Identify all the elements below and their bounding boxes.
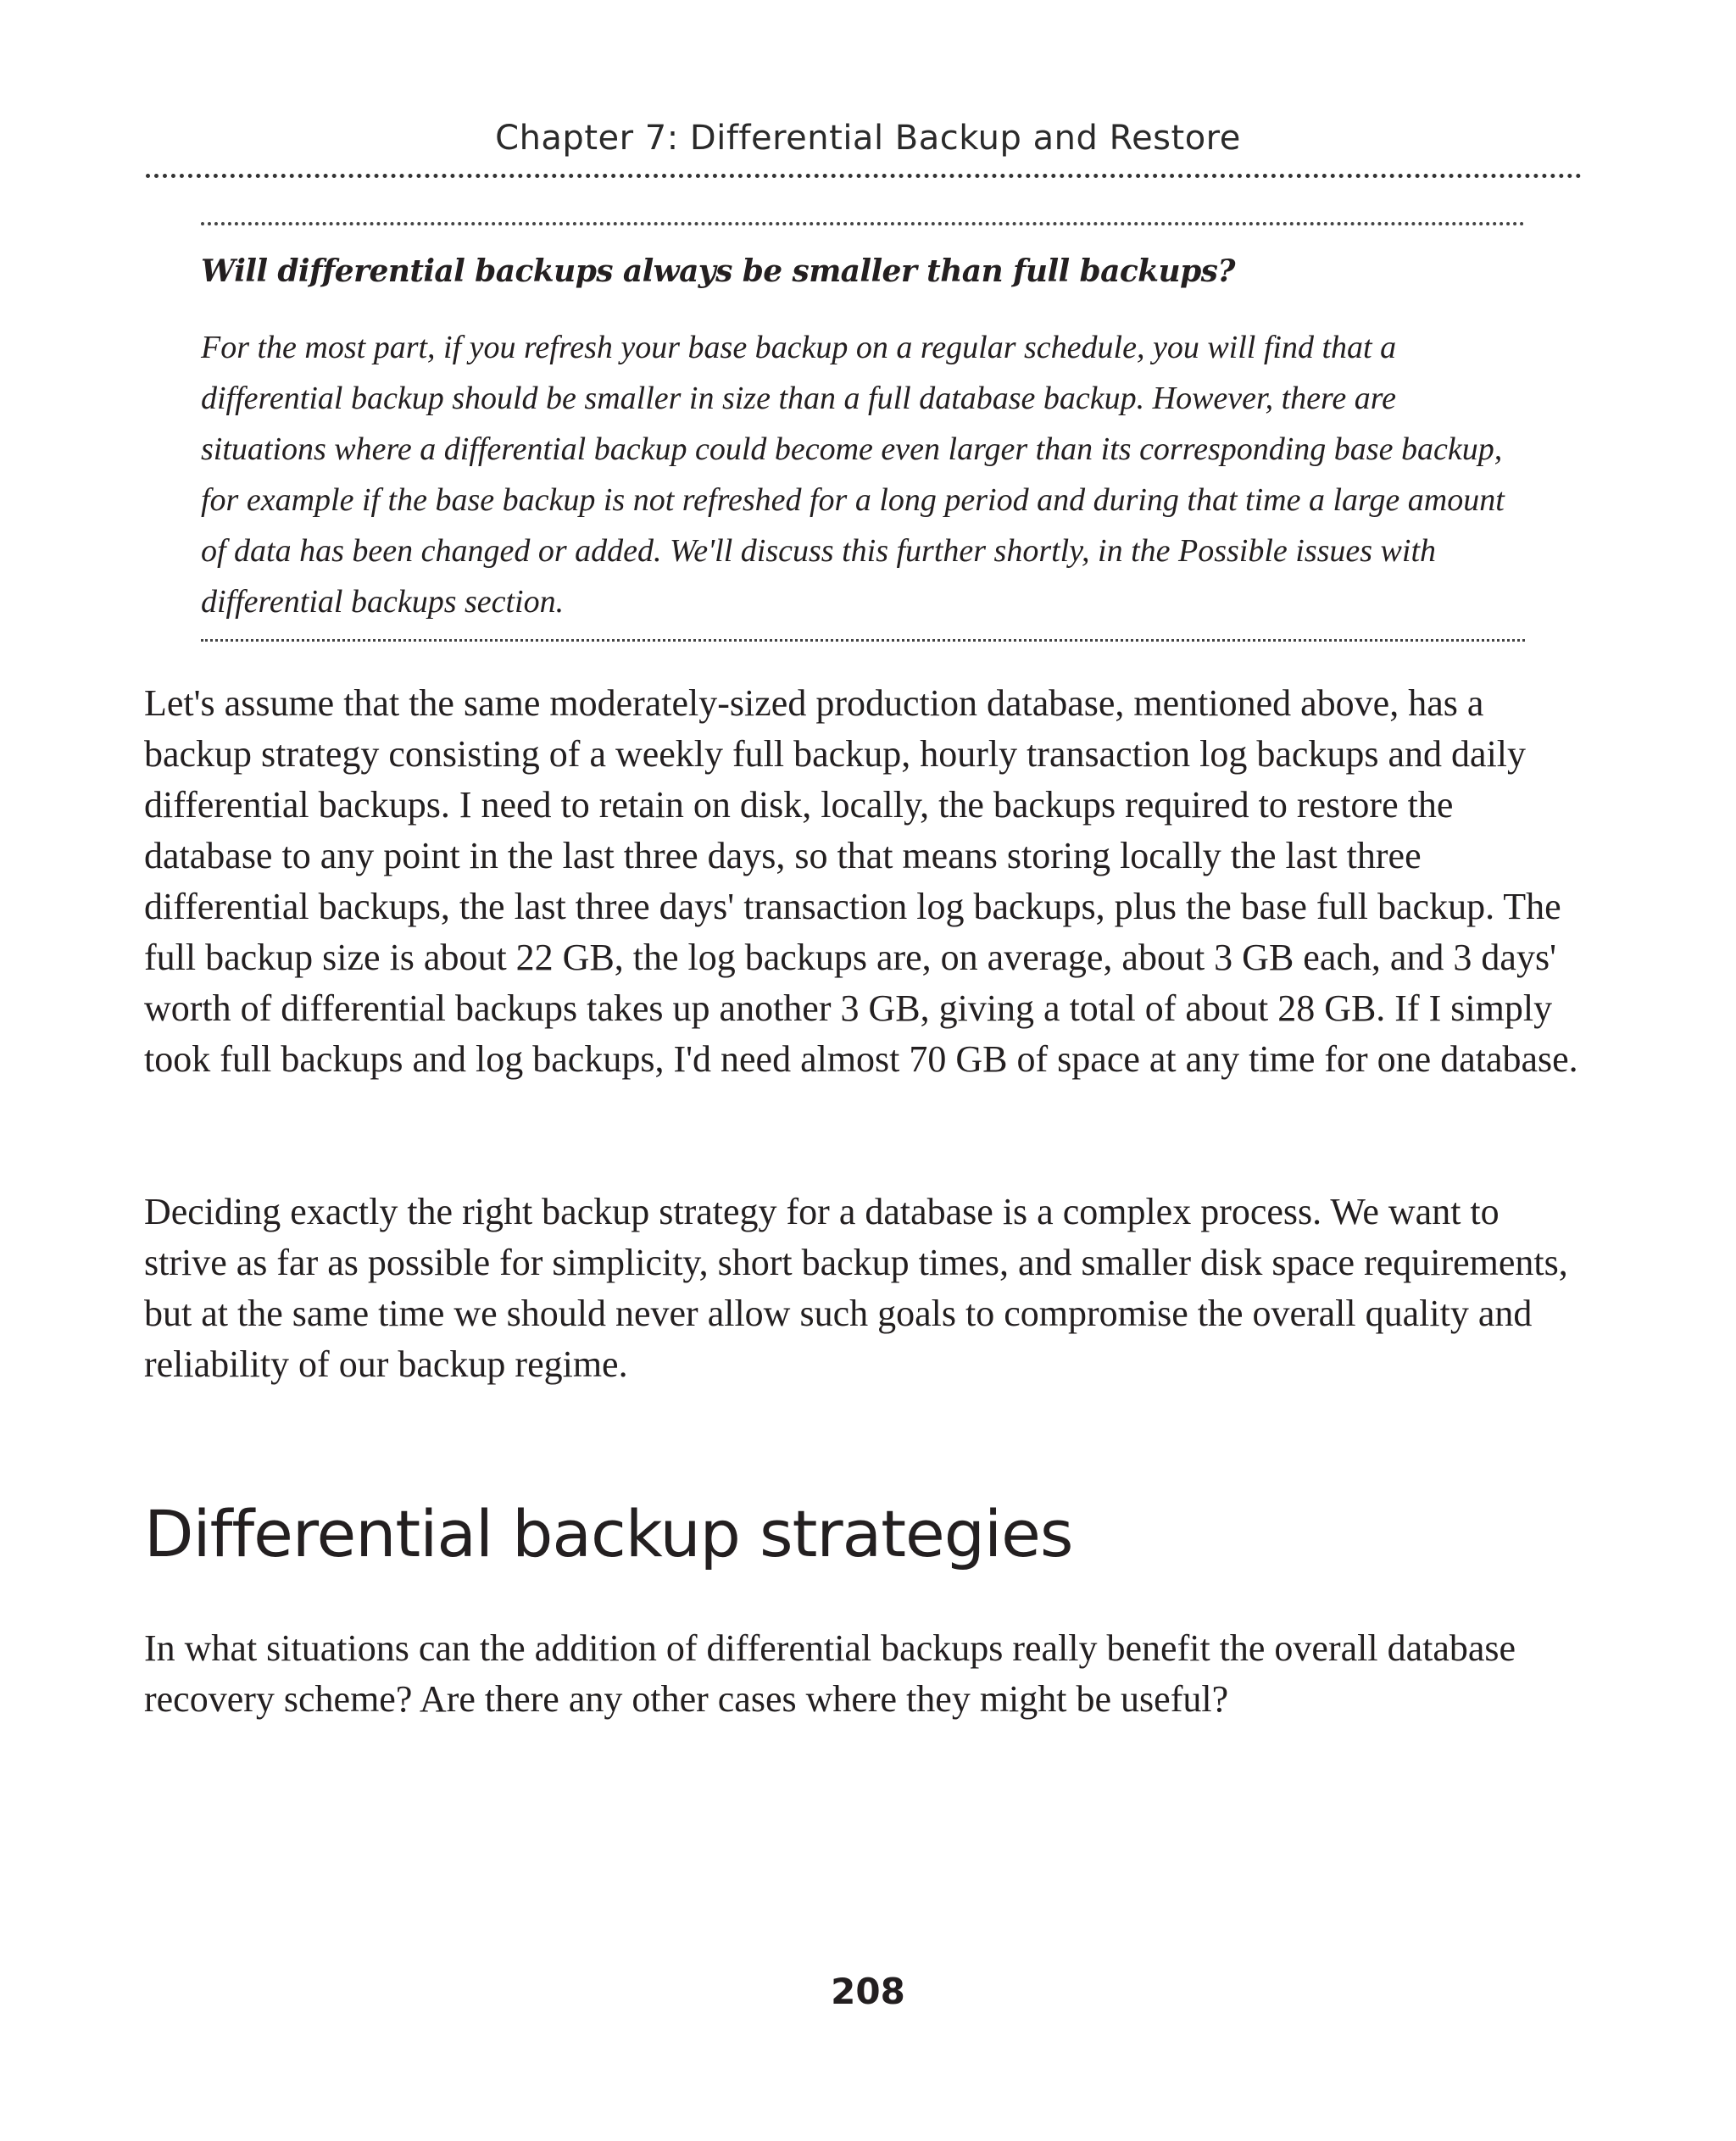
- header-dotted-rule: [146, 174, 1582, 178]
- body-paragraph: Let's assume that the same moderately-sized production database, mentioned above, has a backup strategy consisting of a weekly full backup, hourly transaction log backups and daily differential backups. I need to retain on disk, locally, the backups required to restore the database to any point in the last three days, so that means storing locally the last three differential backups, the last three days' transaction log backups, plus the base full backup. The full backup size is about 22 GB, the log backups are, on average, about 3 GB each, and 3 days' worth of differential backups takes up another 3 GB, giving a total of about 28 GB. If I simply took full backups and log backups, I'd need almost 70 GB of space at any time for one database.: [144, 682, 1578, 1080]
- tip-bottom-dotted-rule: [201, 639, 1525, 642]
- section-intro-paragraph: In what situations can the addition of differential backups really benefit the overall database recovery scheme? Are there any other cases where they might be useful?: [144, 1627, 1516, 1720]
- body-paragraph: Deciding exactly the right backup strategy for a database is a complex process. We want to strive as far as possible for simplicity, short backup times, and smaller disk space requirements, but at the same time we should never allow such goals to compromise the overall quality and reliability of our backup regime.: [144, 1191, 1568, 1385]
- page-number: 208: [831, 1971, 905, 2012]
- tip-callout: [201, 222, 1525, 642]
- tip-body: For the most part, if you refresh your base backup on a regular schedule, you will find that a differential backup should be smaller in size than a full database backup. However, there are situations where a differential backup could become even larger than its corresponding base backup, for example if the base backup is not refreshed for a long period and during that time a large amount of data has been changed or added. We'll discuss this further shortly, in the Possible issues with differential backups section.: [201, 330, 1505, 620]
- running-header-title: Chapter 7: Differential Backup and Restore: [495, 119, 1241, 158]
- tip-title: Will differential backups always be smaller than full backups?: [201, 253, 1235, 289]
- tip-top-dotted-rule: [201, 222, 1525, 225]
- section-heading: Differential backup strategies: [144, 1496, 1073, 1571]
